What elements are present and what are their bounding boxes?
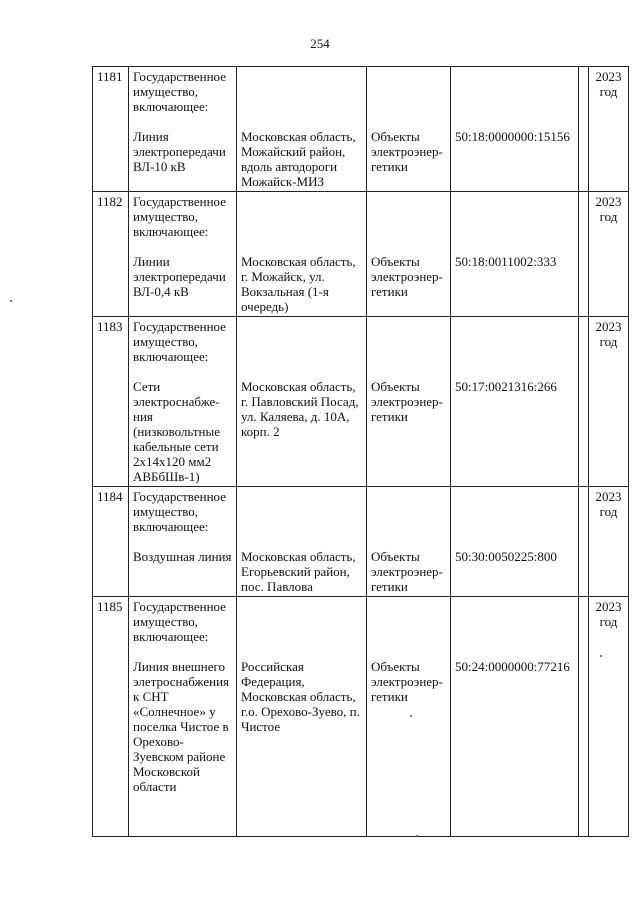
cadastral-cell bbox=[451, 67, 579, 192]
row-number: 1184 bbox=[93, 487, 129, 597]
object-type: Объекты электроэнер-гетики bbox=[371, 254, 443, 299]
object-name-cell bbox=[129, 317, 237, 487]
object-header: Государственное имущество, включающее: bbox=[133, 194, 226, 239]
object-name-cell bbox=[129, 597, 237, 837]
address-cell bbox=[237, 487, 367, 597]
scan-speck bbox=[416, 835, 418, 837]
object-name-cell bbox=[129, 487, 237, 597]
object-header: Государственное имущество, включающее: bbox=[133, 489, 226, 534]
row-number: 1182 bbox=[93, 192, 129, 317]
blank-cell bbox=[579, 67, 589, 192]
cadastral-number: 50:18:0011002:333 bbox=[455, 254, 557, 269]
blank-cell bbox=[579, 192, 589, 317]
object-header: Государственное имущество, включающее: bbox=[133, 599, 226, 644]
object-name: Линии электропередачи ВЛ-0,4 кВ bbox=[133, 254, 226, 299]
table-row bbox=[93, 597, 629, 837]
cadastral-cell bbox=[451, 192, 579, 317]
object-type: Объекты электроэнер-гетики bbox=[371, 549, 443, 594]
type-cell bbox=[367, 597, 451, 837]
blank-cell bbox=[579, 597, 589, 837]
page-number: 254 bbox=[310, 36, 330, 51]
table-row bbox=[93, 67, 629, 192]
row-number: 1181 bbox=[93, 67, 129, 192]
row-number: 1185 bbox=[93, 597, 129, 837]
scan-speck bbox=[600, 655, 602, 657]
row-number: 1183 bbox=[93, 317, 129, 487]
address-cell bbox=[237, 597, 367, 837]
year-cell: 2023 год bbox=[589, 67, 629, 192]
object-name-cell bbox=[129, 67, 237, 192]
scan-speck bbox=[10, 300, 12, 302]
object-name: Линия внешнего элетроснабжения к СНТ «Солнечное» у поселка Чистое в Орехово-Зуевском районе Московской области bbox=[133, 659, 230, 794]
object-name: Воздушная линия bbox=[133, 549, 232, 564]
object-type: Объекты электроэнер-гетики bbox=[371, 379, 443, 424]
blank-cell bbox=[579, 487, 589, 597]
cadastral-number: 50:17:0021316:266 bbox=[455, 379, 557, 394]
object-name: Линия электропередачи ВЛ-10 кВ bbox=[133, 129, 226, 174]
object-name: Сети электроснабже-ния (низковольтные кабельные сети 2х14х120 мм2 АВБбШв-1) bbox=[133, 379, 220, 484]
cadastral-number: 50:24:0000000:77216 bbox=[455, 659, 570, 674]
type-cell bbox=[367, 487, 451, 597]
table-row bbox=[93, 487, 629, 597]
year-cell: 2023 год bbox=[589, 597, 629, 837]
cadastral-cell bbox=[451, 317, 579, 487]
object-address: Московская область, Можайский район, вдоль автодороги Можайск-МИЗ bbox=[241, 129, 356, 189]
year-cell: 2023 год bbox=[589, 317, 629, 487]
scan-speck bbox=[410, 715, 412, 717]
object-address: Московская область, г. Павловский Посад, ул. Каляева, д. 10А, корп. 2 bbox=[241, 379, 359, 439]
type-cell bbox=[367, 192, 451, 317]
cadastral-number: 50:18:0000000:15156 bbox=[455, 129, 570, 144]
object-address: Московская область, г. Можайск, ул. Вокзальная (1-я очередь) bbox=[241, 254, 356, 314]
object-header: Государственное имущество, включающее: bbox=[133, 319, 226, 364]
cadastral-number: 50:30:0050225:800 bbox=[455, 549, 557, 564]
type-cell bbox=[367, 317, 451, 487]
table-row bbox=[93, 192, 629, 317]
object-type: Объекты электроэнер-гетики bbox=[371, 659, 443, 704]
property-registry-table bbox=[92, 66, 629, 837]
address-cell bbox=[237, 317, 367, 487]
table-row bbox=[93, 317, 629, 487]
address-cell bbox=[237, 67, 367, 192]
object-address: Московская область, Егорьевский район, пос. Павлова bbox=[241, 549, 356, 594]
object-header: Государственное имущество, включающее: bbox=[133, 69, 226, 114]
cadastral-cell bbox=[451, 487, 579, 597]
type-cell bbox=[367, 67, 451, 192]
cadastral-cell bbox=[451, 597, 579, 837]
address-cell bbox=[237, 192, 367, 317]
object-type: Объекты электроэнер-гетики bbox=[371, 129, 443, 174]
object-address: Российская Федерация, Московская область, г.о. Орехово-Зуево, п. Чистое bbox=[241, 659, 360, 734]
blank-cell bbox=[579, 317, 589, 487]
object-name-cell bbox=[129, 192, 237, 317]
year-cell: 2023 год bbox=[589, 192, 629, 317]
year-cell: 2023 год bbox=[589, 487, 629, 597]
